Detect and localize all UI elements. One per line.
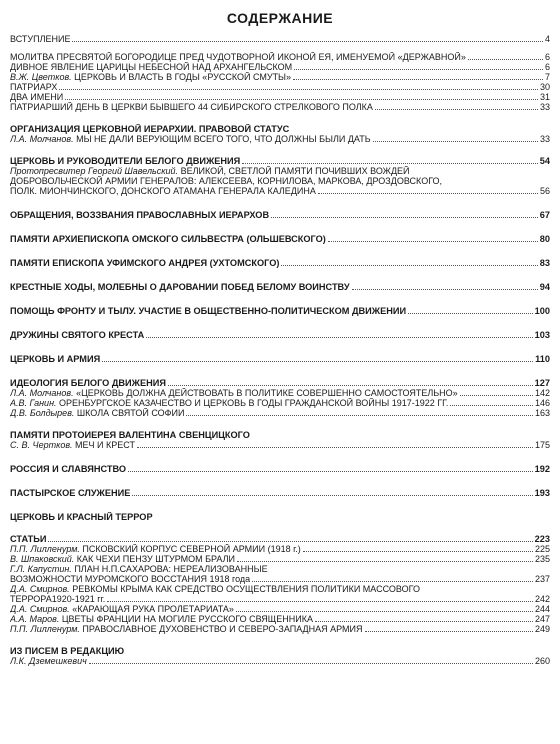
dot-leader — [242, 163, 538, 164]
toc-section-heading[interactable] — [10, 378, 550, 388]
dot-leader — [137, 447, 533, 448]
entry-title: ПАТРИАРШИЙ ДЕНЬ В ЦЕРКВИ БЫВШЕГО 44 СИБИРСКОГО СТРЕЛКОВОГО ПОЛКА — [10, 102, 373, 112]
section-title: ИДЕОЛОГИЯ БЕЛОГО ДВИЖЕНИЯ — [10, 378, 166, 388]
page-number: 100 — [534, 306, 550, 316]
page-number: 31 — [539, 92, 550, 102]
entry-text — [10, 564, 268, 574]
dot-leader — [128, 471, 533, 472]
page-number: 33 — [539, 102, 550, 112]
page-number: 223 — [534, 534, 550, 544]
entry-text — [10, 72, 291, 82]
section-title: КРЕСТНЫЕ ХОДЫ, МОЛЕБНЫ О ДАРОВАНИИ ПОБЕД БЕЛОМУ ВОИНСТВУ — [10, 282, 350, 292]
page-number: 142 — [534, 388, 550, 398]
dot-leader — [271, 217, 538, 218]
dot-leader — [375, 109, 538, 110]
toc-section-heading[interactable] — [10, 124, 550, 134]
section-title: ДРУЖИНЫ СВЯТОГО КРЕСТА — [10, 330, 145, 340]
entry-title: МЕЧ И КРЕСТ — [75, 440, 135, 450]
section-title: РОССИЯ И СЛАВЯНСТВО — [10, 464, 127, 474]
page-number: 54 — [539, 156, 550, 166]
toc-entry[interactable] — [10, 72, 550, 82]
page-number: 260 — [534, 656, 550, 666]
page-number: 94 — [539, 282, 550, 292]
section-title: ЦЕРКОВЬ И РУКОВОДИТЕЛИ БЕЛОГО ДВИЖЕНИЯ — [10, 156, 241, 166]
dot-leader — [352, 289, 538, 290]
entry-author: Л.А. Молчанов. — [10, 388, 74, 398]
entry-text — [10, 440, 135, 450]
toc-section-heading[interactable] — [10, 534, 550, 544]
entry-author: Д.А. Смирнов. — [10, 584, 70, 594]
page-number: 192 — [534, 464, 550, 474]
toc-entry[interactable] — [10, 62, 550, 72]
entry-author: П.П. Лилленурм. — [10, 624, 80, 634]
dot-leader — [48, 541, 532, 542]
entry-title: «КАРАЮЩАЯ РУКА ПРОЛЕТАРИАТА» — [72, 604, 234, 614]
entry-title: ВОЗМОЖНОСТИ МУРОМСКОГО ВОССТАНИЯ 1918 года — [10, 574, 251, 584]
toc-entry[interactable] — [10, 584, 550, 594]
page-number: 6 — [544, 62, 550, 72]
entry-title: ПЛАН Н.П.САХАРОВА: НЕРЕАЛИЗОВАННЫЕ — [74, 564, 268, 574]
entry-author: П.П. Лилленурм. — [10, 544, 80, 554]
section-title: ЦЕРКОВЬ И КРАСНЫЙ ТЕРРОР — [10, 512, 153, 522]
toc-section-heading[interactable] — [10, 330, 550, 340]
entry-title: ВСТУПЛЕНИЕ — [10, 34, 71, 44]
page-number: 127 — [534, 378, 550, 388]
page-number: 103 — [534, 330, 550, 340]
page-number: 163 — [534, 408, 550, 418]
page-number: 56 — [539, 186, 550, 196]
toc-entry-continuation — [10, 574, 550, 584]
toc-entry[interactable] — [10, 102, 550, 112]
entry-title: «ЦЕРКОВЬ ДОЛЖНА ДЕЙСТВОВАТЬ В ПОЛИТИКЕ СОВЕРШЕННО САМОСТОЯТЕЛЬНО» — [76, 388, 458, 398]
page-title: СОДЕРЖАНИЕ — [226, 10, 334, 26]
page-number: 80 — [539, 234, 550, 244]
page-number: 247 — [534, 614, 550, 624]
dot-leader — [65, 99, 538, 100]
toc-entry[interactable] — [10, 92, 550, 102]
toc-entry[interactable] — [10, 656, 550, 666]
dot-leader — [89, 663, 533, 664]
entry-title: ПАТРИАРХ — [10, 82, 58, 92]
dot-leader — [365, 631, 533, 632]
page-number: 6 — [544, 52, 550, 62]
toc-section-heading[interactable] — [10, 354, 550, 364]
entry-text — [10, 624, 363, 634]
dot-leader — [102, 361, 533, 362]
toc-entry[interactable] — [10, 554, 550, 564]
entry-text — [10, 614, 313, 624]
toc-entry-continuation — [10, 186, 550, 196]
dot-leader — [132, 495, 532, 496]
toc-entry[interactable] — [10, 166, 550, 176]
entry-text — [10, 388, 458, 398]
dot-leader — [107, 601, 533, 602]
entry-author: В.Ж. Цветков. — [10, 72, 72, 82]
dot-leader — [293, 79, 543, 80]
dot-leader — [468, 59, 543, 60]
dot-leader — [236, 611, 533, 612]
page-number: 67 — [539, 210, 550, 220]
entry-author: Д.В. Болдырев. — [10, 408, 75, 418]
toc-entry[interactable] — [10, 440, 550, 450]
dot-leader — [281, 265, 537, 266]
dot-leader — [450, 405, 533, 406]
entry-title: ПРАВОСЛАВНОЕ ДУХОВЕНСТВО И СЕВЕРО-ЗАПАДНАЯ АРМИЯ — [82, 624, 363, 634]
dot-leader — [186, 415, 533, 416]
dot-leader — [252, 581, 533, 582]
entry-title: МЫ НЕ ДАЛИ ВЕРУЮЩИМ ВСЕГО ТОГО, ЧТО ДОЛЖНЫ БЫЛИ ДАТЬ — [76, 134, 371, 144]
entry-author: Протопресвитер Георгий Шавельский. — [10, 166, 179, 176]
toc-entry[interactable] — [10, 408, 550, 418]
page-number: 83 — [539, 258, 550, 268]
dot-leader — [315, 621, 533, 622]
page-number: 242 — [534, 594, 550, 604]
entry-title: ДВА ИМЕНИ — [10, 92, 64, 102]
section-title: ПОМОЩЬ ФРОНТУ И ТЫЛУ. УЧАСТИЕ В ОБЩЕСТВЕННО-ПОЛИТИЧЕСКОМ ДВИЖЕНИИ — [10, 306, 407, 316]
entry-author: С. В. Чертков. — [10, 440, 73, 450]
toc-section-heading[interactable] — [10, 646, 550, 656]
entry-title: РЕВКОМЫ КРЫМА КАК СРЕДСТВО ОСУЩЕСТВЛЕНИЯ ПОЛИТИКИ МАССОВОГО — [72, 584, 420, 594]
toc-entry[interactable] — [10, 624, 550, 634]
toc-section-heading[interactable] — [10, 430, 550, 440]
toc-entry[interactable] — [10, 82, 550, 92]
entry-text — [10, 554, 235, 564]
entry-author: В. Шпаковский. — [10, 554, 75, 564]
toc-entry[interactable] — [10, 564, 550, 574]
toc-section-heading[interactable] — [10, 258, 550, 268]
section-title: ПАМЯТИ ЕПИСКОПА УФИМСКОГО АНДРЕЯ (УХТОМСКОГО) — [10, 258, 280, 268]
toc-section-heading[interactable] — [10, 306, 550, 316]
toc-section-heading[interactable] — [10, 156, 550, 166]
entry-author: А.В. Ганин. — [10, 398, 57, 408]
page-number: 244 — [534, 604, 550, 614]
toc-entry-continuation — [10, 176, 550, 186]
page-number: 235 — [534, 554, 550, 564]
page-number: 193 — [534, 488, 550, 498]
entry-title: ЦЕРКОВЬ И ВЛАСТЬ В ГОДЫ «РУССКОЙ СМУТЫ» — [74, 72, 292, 82]
page-number: 146 — [534, 398, 550, 408]
toc-entry[interactable] — [10, 398, 550, 408]
entry-title: КАК ЧЕХИ ПЕНЗУ ШТУРМОМ БРАЛИ — [76, 554, 236, 564]
dot-leader — [328, 241, 538, 242]
dot-leader — [294, 69, 543, 70]
toc-entry[interactable] — [10, 34, 550, 44]
toc-entry[interactable] — [10, 134, 550, 144]
dot-leader — [168, 385, 533, 386]
section-title: ОРГАНИЗАЦИЯ ЦЕРКОВНОЙ ИЕРАРХИИ. ПРАВОВОЙ СТАТУС — [10, 124, 290, 134]
entry-title: ПСКОВСКИЙ КОРПУС СЕВЕРНОЙ АРМИИ (1918 г.) — [82, 544, 301, 554]
entry-text — [10, 398, 448, 408]
dot-leader — [373, 141, 538, 142]
toc-section-heading[interactable] — [10, 512, 550, 522]
entry-text — [10, 604, 234, 614]
dot-leader — [408, 313, 533, 314]
toc-entry[interactable] — [10, 604, 550, 614]
dot-leader — [318, 193, 538, 194]
entry-text — [10, 584, 420, 594]
page-number: 175 — [534, 440, 550, 450]
section-title: ИЗ ПИСЕМ В РЕДАКЦИЮ — [10, 646, 125, 656]
toc-entry[interactable] — [10, 388, 550, 398]
page-number: 30 — [539, 82, 550, 92]
toc-list — [10, 34, 550, 666]
entry-author: Л.А. Молчанов. — [10, 134, 74, 144]
toc-entry[interactable] — [10, 614, 550, 624]
section-title: ОБРАЩЕНИЯ, ВОЗЗВАНИЯ ПРАВОСЛАВНЫХ ИЕРАРХОВ — [10, 210, 270, 220]
entry-author: Д.А. Смирнов. — [10, 604, 70, 614]
entry-author: Л.К. Дземешкевич — [10, 656, 87, 666]
toc-section-heading[interactable] — [10, 210, 550, 220]
entry-title: МОЛИТВА ПРЕСВЯТОЙ БОГОРОДИЦЕ ПРЕД ЧУДОТВОРНОЙ ИКОНОЙ ЕЯ, ИМЕНУЕМОЙ «ДЕРЖАВНОЙ» — [10, 52, 466, 62]
section-title: ЦЕРКОВЬ И АРМИЯ — [10, 354, 101, 364]
entry-text — [10, 408, 184, 418]
section-title: ПАМЯТИ ПРОТОИЕРЕЯ ВАЛЕНТИНА СВЕНЦИЦКОГО — [10, 430, 250, 440]
entry-title: ОРЕНБУРГСКОЕ КАЗАЧЕСТВО И ЦЕРКОВЬ В ГОДЫ ГРАЖДАНСКОЙ ВОЙНЫ 1917-1922 ГГ. — [59, 398, 449, 408]
page-number: 225 — [534, 544, 550, 554]
page-number: 4 — [544, 34, 550, 44]
toc-entry[interactable] — [10, 544, 550, 554]
section-title: СТАТЬИ — [10, 534, 47, 544]
entry-text — [10, 134, 371, 144]
section-title: ПАСТЫРСКОЕ СЛУЖЕНИЕ — [10, 488, 131, 498]
entry-title: ЦВЕТЫ ФРАНЦИИ НА МОГИЛЕ РУССКОГО СВЯЩЕННИКА — [61, 614, 313, 624]
dot-leader — [72, 41, 543, 42]
dot-leader — [146, 337, 532, 338]
entry-text — [10, 544, 301, 554]
toc-section-heading[interactable] — [10, 464, 550, 474]
entry-text — [10, 166, 410, 176]
page-number: 249 — [534, 624, 550, 634]
entry-title: ТЕРРОРА1920-1921 гг. — [10, 594, 106, 604]
toc-entry-continuation — [10, 594, 550, 604]
entry-title: ДОБРОВОЛЬЧЕСКОЙ АРМИИ ГЕНЕРАЛОВ: АЛЕКСЕЕВА, КОРНИЛОВА, МАРКОВА, ДРОЗДОВСКОГО, — [10, 176, 443, 186]
toc-entry[interactable] — [10, 52, 550, 62]
dot-leader — [237, 561, 533, 562]
toc-section-heading[interactable] — [10, 234, 550, 244]
toc-section-heading[interactable] — [10, 282, 550, 292]
dot-leader — [303, 551, 533, 552]
page-number: 33 — [539, 134, 550, 144]
toc-section-heading[interactable] — [10, 488, 550, 498]
page-number: 237 — [534, 574, 550, 584]
page-number: 7 — [544, 72, 550, 82]
entry-author: Г.Л. Капустин. — [10, 564, 72, 574]
entry-title: ПОЛК. МИОНЧИНСКОГО, ДОНСКОГО АТАМАНА ГЕНЕРАЛА КАЛЕДИНА — [10, 186, 316, 196]
section-title: ПАМЯТИ АРХИЕПИСКОПА ОМСКОГО СИЛЬВЕСТРА (ОЛЬШЕВСКОГО) — [10, 234, 326, 244]
entry-author: А.А. Маров. — [10, 614, 60, 624]
entry-title: ВЕЛИКОЙ, СВЕТЛОЙ ПАМЯТИ ПОЧИВШИХ ВОЖДЕЙ — [180, 166, 410, 176]
dot-leader — [460, 395, 533, 396]
entry-title: ШКОЛА СВЯТОЙ СОФИИ — [76, 408, 185, 418]
dot-leader — [59, 89, 538, 90]
entry-title: ДИВНОЕ ЯВЛЕНИЕ ЦАРИЦЫ НЕБЕСНОЙ НАД АРХАНГЕЛЬСКОМ — [10, 62, 293, 72]
page-number: 110 — [535, 354, 550, 364]
